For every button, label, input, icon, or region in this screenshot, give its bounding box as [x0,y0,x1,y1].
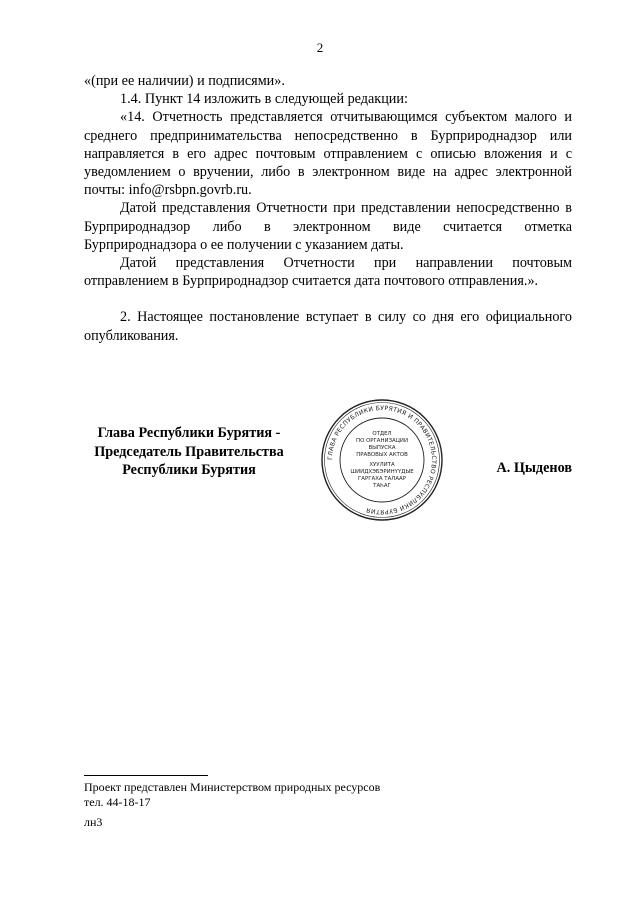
footnote-code: лн3 [84,815,103,829]
seal-center-line: ГАРГАХА ТАЛААР [358,476,406,482]
svg-text:ГЛАВА РЕСПУБЛИКИ БУРЯТИЯ И ПРА [327,405,437,515]
signatory-title-line: Председатель Правительства [94,443,284,460]
seal-center-line: ПРАВОВЫХ АКТОВ [356,452,408,458]
paragraph-item-1-4: 1.4. Пункт 14 изложить в следующей редакции: [120,91,408,108]
footnote-divider [84,775,208,776]
signatory-title-line: Глава Республики Бурятия - [97,425,281,441]
signatory-title-line: Республики Бурятия [122,462,256,479]
seal-outer-text: ГЛАВА РЕСПУБЛИКИ БУРЯТИЯ И ПРАВИТЕЛЬСТВО РЕСПУБЛИКИ БУРЯТИЯ [326,404,438,516]
page-number: 2 [316,40,324,55]
paragraph-date-postal: Датой представления Отчетности при направлении почтовым отправлением в Бурприроднадзор считается дата почтового отправления.». [84,255,572,290]
seal-center-line: ХУУЛИТА [369,462,395,468]
seal-center-line: ШИИДХЭБЭРИНҮҮДЫЕ [350,469,414,475]
seal-center-line: ОТДЕЛ [372,431,392,437]
paragraph-date-direct: Датой представления Отчетности при представлении непосредственно в Бурприроднадзор либо в электронном виде считается отметка Бурприроднадзора о ее получении с указанием даты. [84,200,572,253]
footnote [84,780,380,830]
signatory-title [84,424,294,480]
seal-center-line: ТАҺАГ [373,483,391,489]
document-body [84,72,572,345]
paragraph-continuation: «(при ее наличии) и подписями». [84,73,285,89]
seal-center-line: ВЫПУСКА [368,445,396,451]
footnote-project-source: Проект представлен Министерством природных ресурсов [84,780,381,794]
paragraph-item-14: «14. Отчетность представляется отчитывающимся субъектом малого и среднего предпринимательства непосредственно в Бурприроднадзор или направляется в его адрес почтовым отправлением с описью вложения и с уведомлением о вручении, либо в электронном виде на адрес электронной почты: info@rsbpn.govrb.ru. [84,109,572,199]
seal-center-line: ПО ОРГАНИЗАЦИИ [356,438,408,444]
paragraph-effective-date: 2. Настоящее постановление вступает в силу со дня его официального опубликования. [84,309,572,344]
official-seal [320,398,444,522]
signer-name: А. Цыденов [496,460,572,476]
footnote-phone: тел. 44-18-17 [84,795,151,809]
